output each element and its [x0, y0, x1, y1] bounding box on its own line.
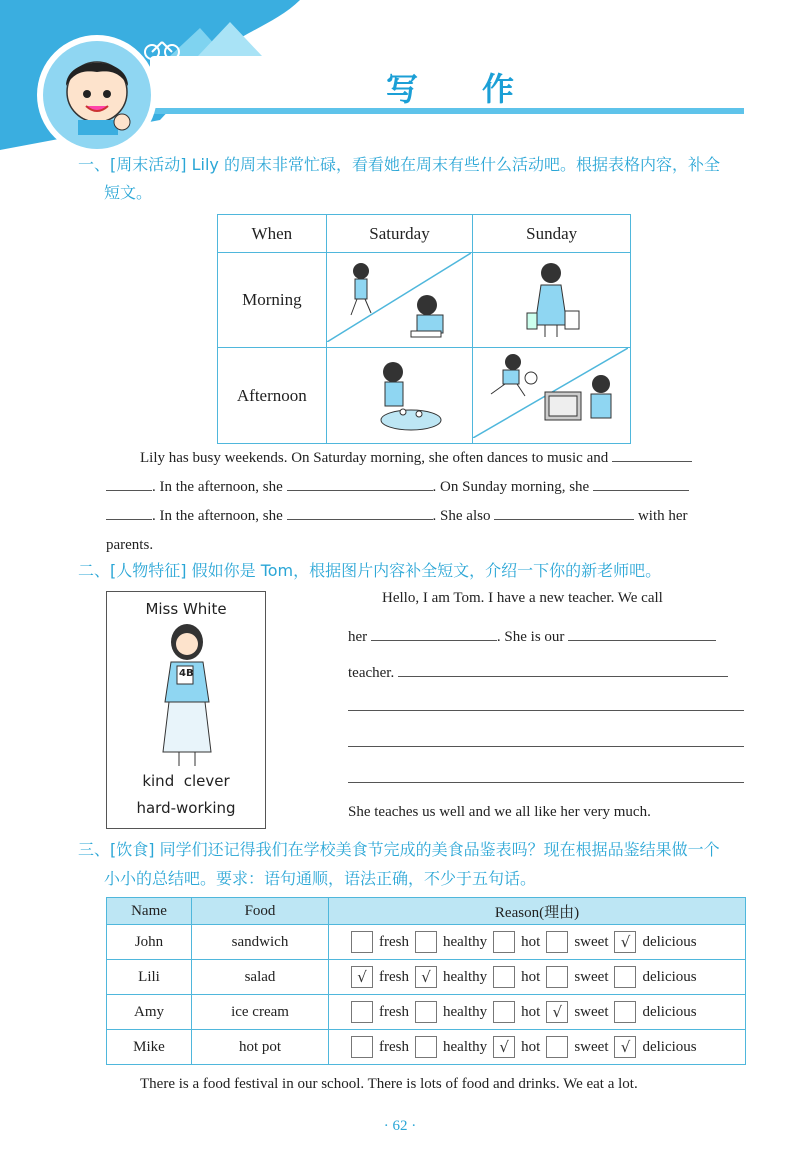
- section2-instruction: [78, 558, 758, 581]
- section3-passage: There is a food festival in our school. There is lots of food and drinks. We eat a lot.: [140, 1076, 638, 1092]
- option-label-fresh: fresh: [379, 1003, 409, 1020]
- passage2-text3: teacher.: [348, 665, 395, 681]
- food-table-cell-name: Lili: [107, 960, 192, 995]
- blank-9[interactable]: [568, 626, 716, 641]
- option-label-healthy: healthy: [443, 1003, 488, 1020]
- food-table-cell-food: hot pot: [192, 1030, 329, 1065]
- passage1-text1: Lily has busy weekends. On Saturday morning, she often dances to music and: [140, 450, 609, 466]
- passage2-last: She teaches us well and we all like her very much.: [348, 804, 651, 820]
- option-label-hot: hot: [521, 1003, 541, 1020]
- passage1-text2a: . In the afternoon, she: [152, 479, 283, 495]
- section3-prefix: 三、: [78, 840, 111, 859]
- row-label-morning: Morning: [218, 253, 327, 348]
- checkbox-sweet[interactable]: [546, 1036, 568, 1058]
- food-table-row: [107, 995, 746, 1030]
- passage1-line4: parents.: [106, 537, 154, 553]
- checkbox-fresh[interactable]: √: [351, 966, 373, 988]
- food-table-cell-reasons: [329, 995, 746, 1030]
- option-label-hot: hot: [521, 933, 541, 950]
- section1-tag: [周末活动]: [110, 155, 187, 174]
- blank-line-11[interactable]: [348, 696, 744, 711]
- page-title: 写 作: [385, 70, 514, 108]
- blank-8[interactable]: [371, 626, 497, 641]
- passage1-text3a: . In the afternoon, she: [152, 508, 283, 524]
- teacher-name: Miss White: [145, 600, 227, 618]
- section1-text: Lily 的周末非常忙碌，看看她在周末有些什么活动吧。根据表格内容，补全: [191, 155, 720, 174]
- saturday-morning-cell: [326, 253, 473, 348]
- section1-passage: [106, 444, 746, 560]
- checkbox-hot[interactable]: √: [493, 1036, 515, 1058]
- blank-7[interactable]: [494, 505, 634, 520]
- food-table-cell-reasons: [329, 925, 746, 960]
- checkbox-hot[interactable]: [493, 966, 515, 988]
- passage1-text3b: . She also: [432, 508, 491, 524]
- blank-2[interactable]: [106, 476, 152, 491]
- page-number: · 62 ·: [383, 1118, 417, 1134]
- food-table-header-name: Name: [107, 898, 192, 925]
- option-label-delicious: delicious: [642, 968, 697, 985]
- section2-text: 假如你是 Tom，根据图片内容补全短文，介绍一下你的新老师吧。: [191, 561, 662, 580]
- washing-clothes-illustration: [327, 348, 471, 438]
- checkbox-delicious[interactable]: √: [614, 1036, 636, 1058]
- dancing-and-homework-illustration: [327, 253, 471, 342]
- checkbox-healthy[interactable]: [415, 1001, 437, 1023]
- option-label-hot: hot: [521, 968, 541, 985]
- checkbox-healthy[interactable]: √: [415, 966, 437, 988]
- food-table-header-food: Food: [192, 898, 329, 925]
- option-label-healthy: healthy: [443, 968, 488, 985]
- section2-prefix: 二、: [78, 561, 111, 580]
- option-label-sweet: sweet: [574, 968, 609, 985]
- passage2-text2b: . She is our: [496, 629, 565, 645]
- section2-tag: [人物特征]: [110, 561, 187, 580]
- food-table-cell-name: John: [107, 925, 192, 960]
- checkbox-fresh[interactable]: [351, 931, 373, 953]
- blank-10[interactable]: [398, 662, 728, 677]
- food-table: [106, 897, 746, 1065]
- col-header-saturday: Saturday: [326, 215, 473, 253]
- checkbox-delicious[interactable]: [614, 966, 636, 988]
- passage2-text2a: her: [348, 629, 368, 645]
- passage1-text2b: . On Sunday morning, she: [432, 479, 590, 495]
- passage1-line2: [106, 473, 746, 502]
- teacher-card: [106, 591, 266, 829]
- blank-4[interactable]: [593, 476, 689, 491]
- option-label-fresh: fresh: [379, 1038, 409, 1055]
- checkbox-healthy[interactable]: [415, 931, 437, 953]
- checkbox-delicious[interactable]: √: [614, 931, 636, 953]
- blank-1[interactable]: [612, 447, 692, 462]
- passage2-line3: [348, 662, 728, 682]
- food-table-cell-name: Mike: [107, 1030, 192, 1065]
- section3-tag: [饮食]: [110, 840, 155, 859]
- food-table-cell-food: salad: [192, 960, 329, 995]
- blank-6[interactable]: [287, 505, 433, 520]
- food-table-cell-food: sandwich: [192, 925, 329, 960]
- teacher-traits-1: kind clever: [142, 772, 230, 790]
- option-label-healthy: healthy: [443, 933, 488, 950]
- food-table-cell-name: Amy: [107, 995, 192, 1030]
- sunday-afternoon-cell: [473, 348, 631, 444]
- option-label-hot: hot: [521, 1038, 541, 1055]
- col-header-when: When: [218, 215, 327, 253]
- teacher-traits-2: hard-working: [136, 799, 236, 817]
- checkbox-delicious[interactable]: [614, 1001, 636, 1023]
- passage1-line1: [106, 444, 746, 473]
- checkbox-sweet[interactable]: √: [546, 1001, 568, 1023]
- blank-line-13[interactable]: [348, 768, 744, 783]
- food-table-row: [107, 925, 746, 960]
- option-label-sweet: sweet: [574, 1038, 609, 1055]
- option-label-sweet: sweet: [574, 933, 609, 950]
- passage1-line3: [106, 502, 746, 531]
- option-label-healthy: healthy: [443, 1038, 488, 1055]
- col-header-sunday: Sunday: [473, 215, 631, 253]
- passage1-text3c: with her: [637, 508, 688, 524]
- section1-instruction: [78, 152, 758, 178]
- section1-instruction-cont: 短文。: [104, 183, 153, 202]
- passage2-line2: [348, 626, 716, 646]
- shopping-illustration: [473, 253, 628, 342]
- checkbox-hot[interactable]: [493, 931, 515, 953]
- section3-text: 同学们还记得我们在学校美食节完成的美食品鉴表吗？现在根据品鉴结果做一个: [159, 840, 720, 859]
- option-label-fresh: fresh: [379, 933, 409, 950]
- checkbox-fresh[interactable]: [351, 1001, 373, 1023]
- row-label-afternoon: Afternoon: [218, 348, 327, 444]
- food-table-row: [107, 960, 746, 995]
- food-table-cell-food: ice cream: [192, 995, 329, 1030]
- blank-5[interactable]: [106, 505, 152, 520]
- blank-3[interactable]: [287, 476, 433, 491]
- saturday-afternoon-cell: [326, 348, 473, 444]
- food-table-cell-reasons: [329, 1030, 746, 1065]
- food-table-cell-reasons: [329, 960, 746, 995]
- passage2-line1: Hello, I am Tom. I have a new teacher. We call: [382, 590, 663, 606]
- checkbox-sweet[interactable]: [546, 966, 568, 988]
- checkbox-sweet[interactable]: [546, 931, 568, 953]
- food-table-row: [107, 1030, 746, 1065]
- option-label-delicious: delicious: [642, 1003, 697, 1020]
- option-label-sweet: sweet: [574, 1003, 609, 1020]
- football-and-computer-illustration: [473, 348, 628, 438]
- book-label: 4B: [179, 668, 194, 679]
- sunday-morning-cell: [473, 253, 631, 348]
- option-label-delicious: delicious: [642, 1038, 697, 1055]
- weekend-table: [217, 214, 631, 444]
- option-label-delicious: delicious: [642, 933, 697, 950]
- food-table-header-reason: Reason(理由): [329, 898, 746, 925]
- blank-line-12[interactable]: [348, 732, 744, 747]
- section3-instruction: [78, 837, 758, 860]
- section3-instruction-cont: 小小的总结吧。要求：语句通顺，语法正确，不少于五句话。: [104, 869, 537, 888]
- option-label-fresh: fresh: [379, 968, 409, 985]
- checkbox-fresh[interactable]: [351, 1036, 373, 1058]
- teacher-illustration: [147, 622, 227, 772]
- section1-prefix: 一、: [78, 155, 111, 174]
- checkbox-hot[interactable]: [493, 1001, 515, 1023]
- checkbox-healthy[interactable]: [415, 1036, 437, 1058]
